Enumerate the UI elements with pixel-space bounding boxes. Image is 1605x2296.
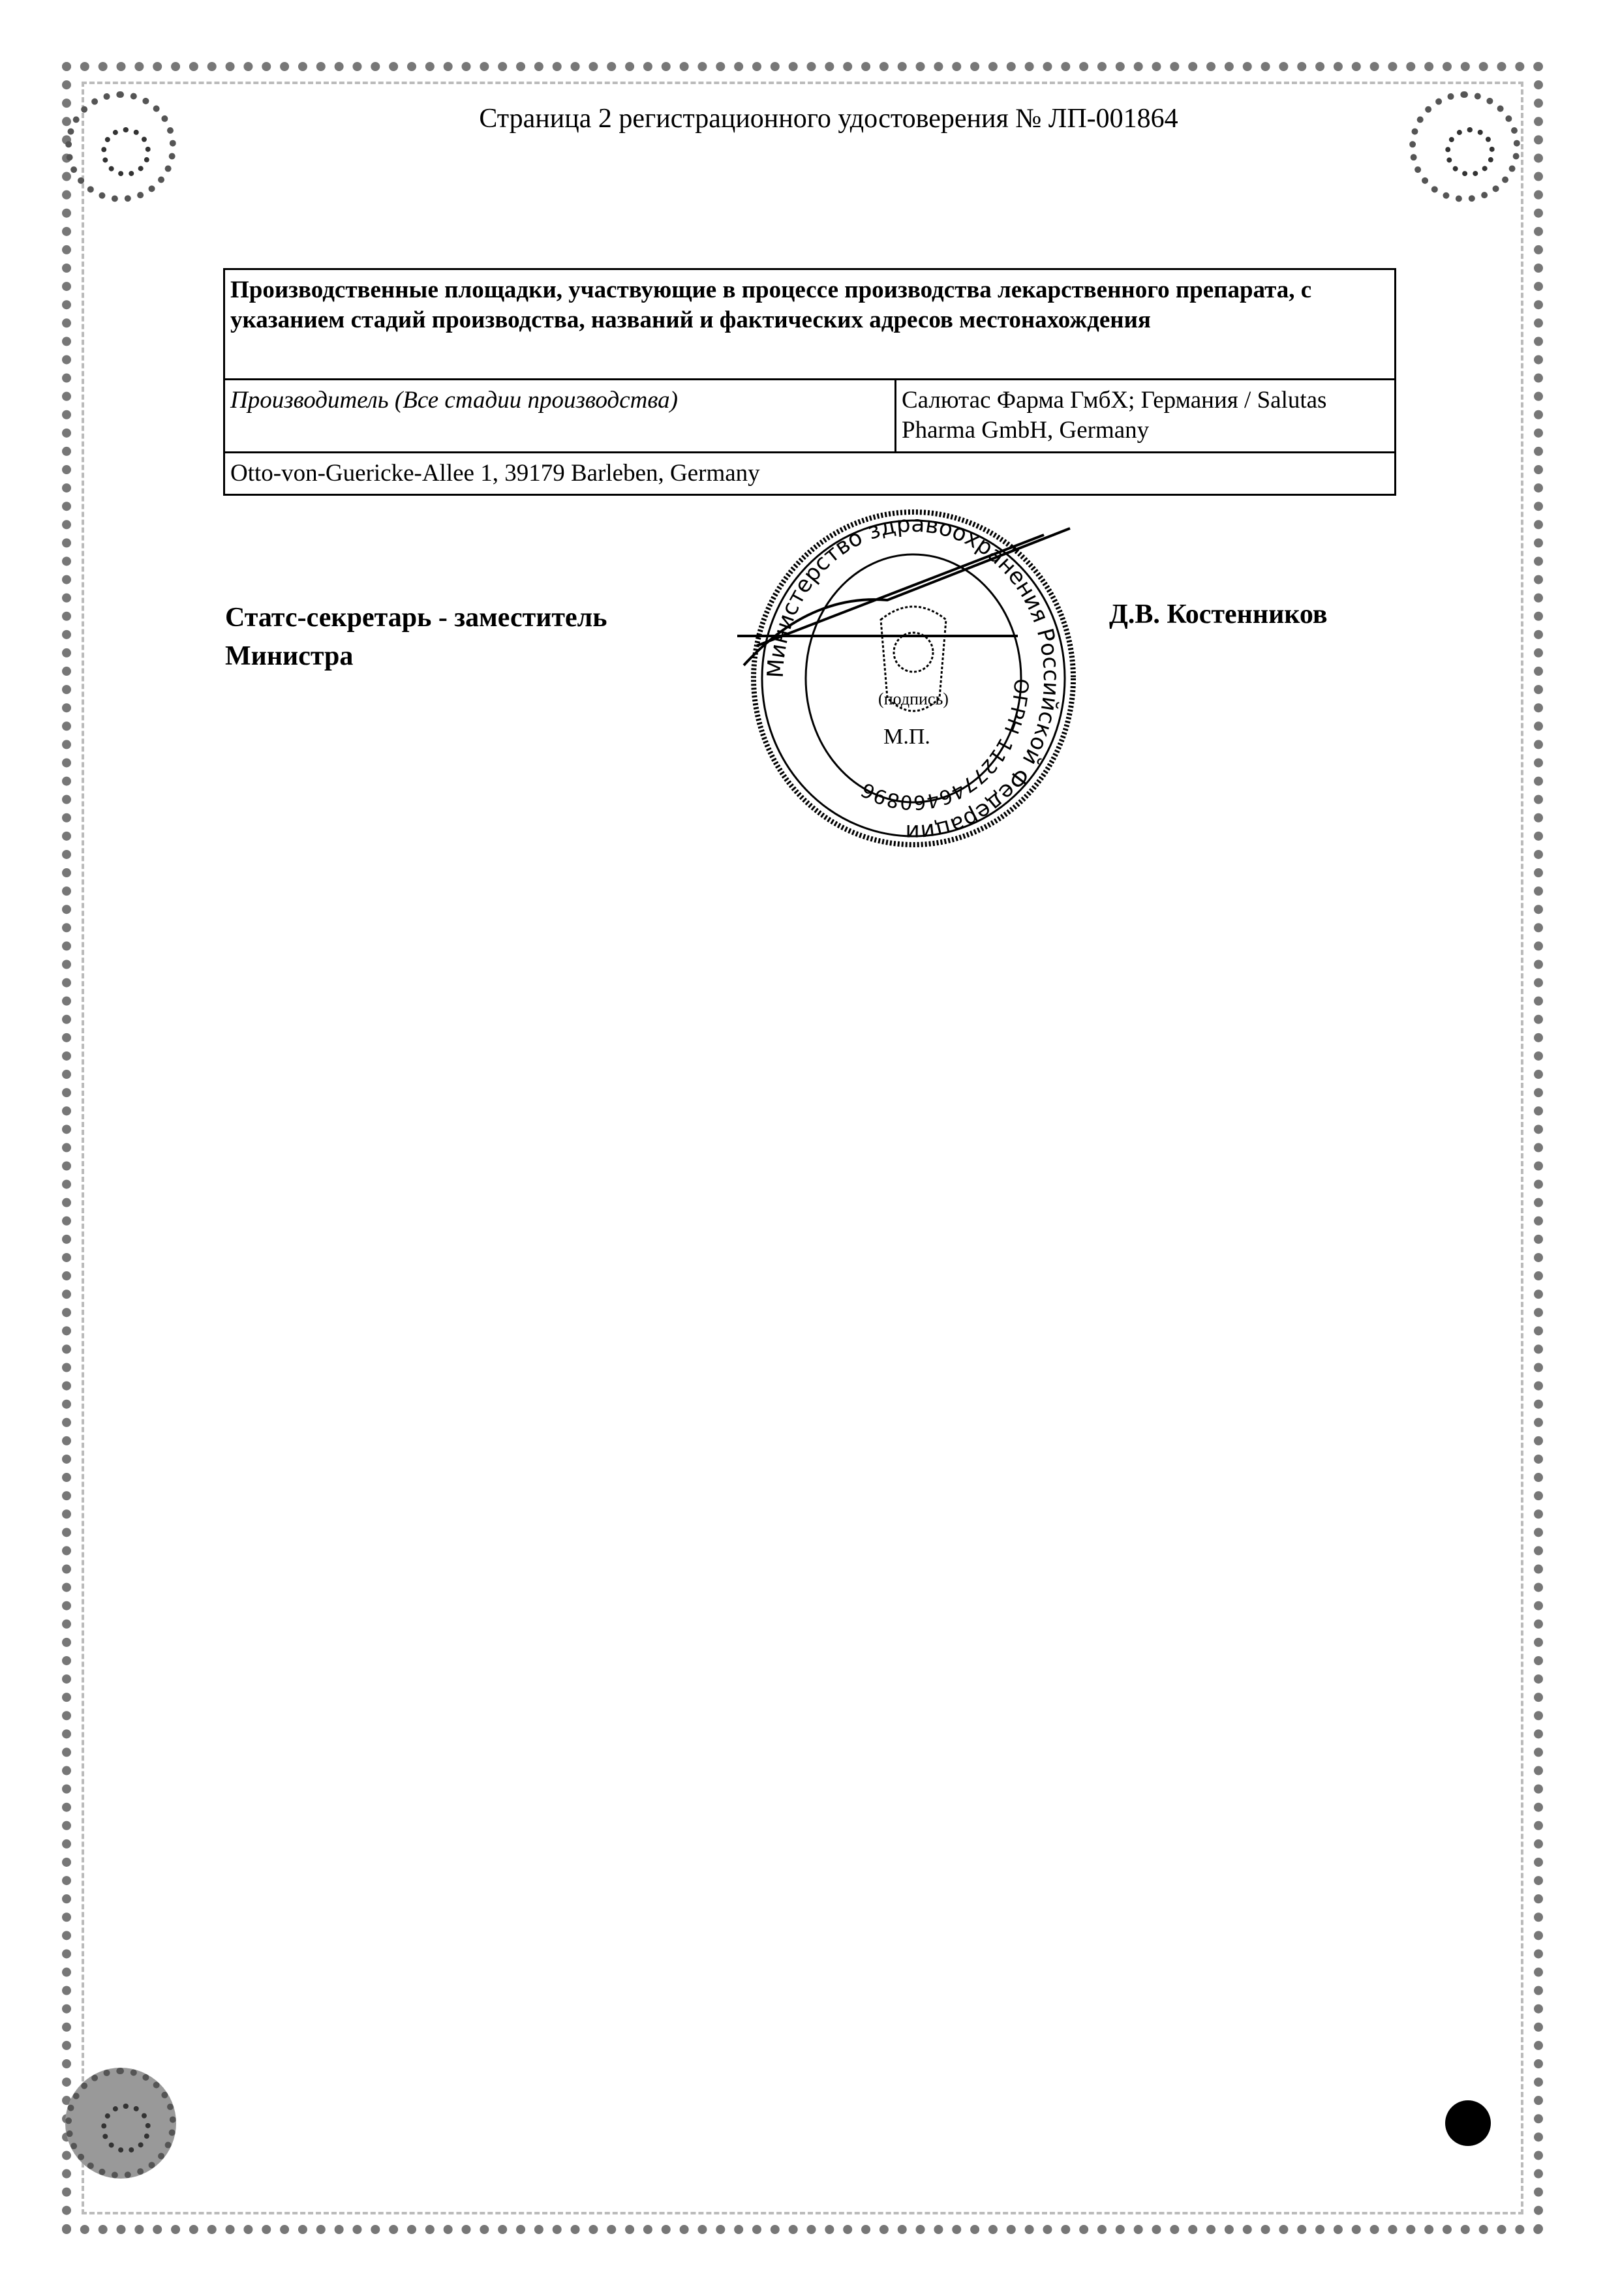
seal-mp-label: М.П. [883, 725, 930, 749]
corner-ornament-icon [65, 2068, 176, 2179]
table-row [224, 452, 1396, 494]
table-row [224, 380, 1396, 453]
seal-outer-text: Министерство здравоохранения Российской Федерации [762, 511, 1065, 846]
seal-sign-label: (подпись) [878, 689, 949, 708]
position-line-1: Статс-секретарь - заместитель [225, 603, 607, 633]
signatory-position [225, 599, 607, 676]
manufacturer-address: Otto-von-Guericke-Allee 1, 39179 Barleben, Germany [224, 452, 1396, 494]
table-heading: Производственные площадки, участвующие в процессе производства лекарственного препарата, с указанием стадий производства, названий и фактических адресов местонахождения [224, 269, 1396, 380]
page-title: Страница 2 регистрационного удостоверения № ЛП-001864 [479, 104, 1178, 134]
official-seal-stamp [731, 509, 1096, 848]
manufacturer-role: Производитель (Все стадии производства) [224, 380, 896, 453]
manufacturer-name: Салютас Фарма ГмбХ; Германия / Salutas Pharma GmbH, Germany [896, 380, 1396, 453]
position-line-2: Министра [225, 641, 354, 671]
seal-inner-text: ОГРН 1127746460896 [857, 678, 1033, 814]
production-sites-table [223, 268, 1396, 496]
punch-hole-dot [1445, 2100, 1491, 2146]
signatory-name: Д.В. Костенников [1109, 599, 1328, 629]
